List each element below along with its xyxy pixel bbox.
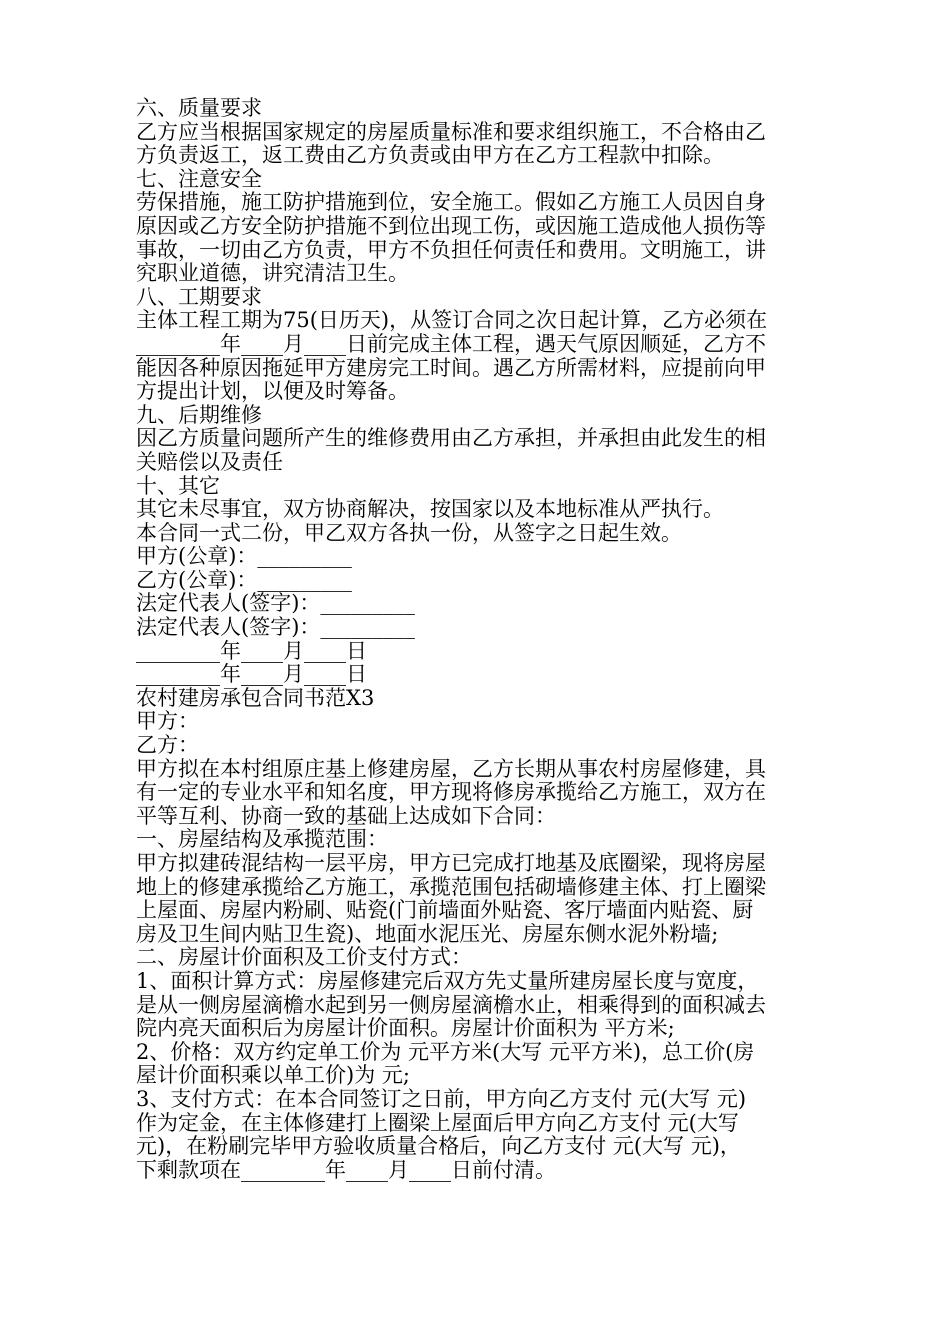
paragraph-line: 是从一侧房屋滴檐水起到另一侧房屋滴檐水止，相乘得到的面积减去 [136,992,766,1017]
paragraph-line: 上屋面、房屋内粉刷、贴瓷(门前墙面外贴瓷、客厅墙面内贴瓷、厨 [136,898,754,923]
party-b-label: 乙方： [136,733,199,758]
paragraph-line: 1、面积计算方式：房屋修建完后双方先丈量所建房屋长度与宽度， [136,968,759,993]
paragraph-line: 院内亮天面积后为房屋计价面积。房屋计价面积为 平方米; [136,1016,675,1041]
paragraph-line: 平等互利、协商一致的基础上达成如下合同： [136,803,556,828]
paragraph-line: 事故，一切由乙方负责，甲方不负担任何责任和费用。文明施工，讲 [136,237,766,262]
section-heading-pricing: 二、房屋计价面积及工价支付方式： [136,945,472,970]
signature-date: ________年____月____日 [136,662,367,687]
paragraph-line: 本合同一式二份，甲乙双方各执一份，从签字之日起生效。 [136,520,682,545]
paragraph-line: 地上的修建承揽给乙方施工，承揽范围包括砌墙修建主体、打上圈梁 [136,874,766,899]
paragraph-line: 乙方应当根据国家规定的房屋质量标准和要求组织施工，不合格由乙 [136,119,766,144]
paragraph-line: 2、价格：双方约定单工价为 元平方米(大写 元平方米)，总工价(房 [136,1039,755,1064]
paragraph-line: 能因各种原因拖延甲方建房完工时间。遇乙方所需材料，应提前向甲 [136,355,766,380]
document-page [136,97,826,1182]
paragraph-line: 方提出计划，以便及时筹备。 [136,379,409,404]
section-heading-quality: 六、质量要求 [136,96,262,120]
section-heading-maintenance: 九、后期维修 [136,402,262,427]
paragraph-line: 屋计价面积乘以单工价)为 元; [136,1063,410,1088]
paragraph-line: 作为定金，在主体修建打上圈梁上屋面后甲方向乙方支付 元(大写 [136,1110,739,1135]
section-heading-structure: 一、房屋结构及承揽范围： [136,827,388,852]
signature-date: ________年____月____日 [136,638,367,663]
section-heading-schedule: 八、工期要求 [136,284,262,309]
paragraph-line: 原因或乙方安全防护措施不到位出现工伤，或因施工造成他人损伤等 [136,213,766,238]
signature-party-a-seal: 甲方(公章)：_________ [136,544,352,569]
section-heading-other: 十、其它 [136,473,220,498]
paragraph-line: 房及卫生间内贴卫生瓷)、地面水泥压光、房屋东侧水泥外粉墙; [136,921,719,946]
paragraph-line: 劳保措施，施工防护措施到位，安全施工。假如乙方施工人员因自身 [136,190,766,215]
paragraph-line: 究职业道德，讲究清洁卫生。 [136,261,409,286]
paragraph-line: 下剩款项在________年____月____日前付清。 [136,1157,556,1182]
paragraph-line: ________年____月____日前完成主体工程，遇天气原因顺延，乙方不 [136,331,766,356]
party-a-label: 甲方： [136,709,199,734]
paragraph-line: 元)，在粉刷完毕甲方验收质量合格后，向乙方支付 元(大写 元)， [136,1134,741,1159]
section-heading-safety: 七、注意安全 [136,166,262,191]
signature-party-b-seal: 乙方(公章)：_________ [136,567,352,592]
paragraph-line: 关赔偿以及责任 [136,449,283,474]
signature-legal-rep: 法定代表人(签字)：_________ [136,615,415,640]
paragraph-line: 甲方拟在本村组原庄基上修建房屋，乙方长期从事农村房屋修建，具 [136,756,766,781]
paragraph-line: 有一定的专业水平和知名度，甲方现将修房承揽给乙方施工，双方在 [136,780,766,805]
paragraph-line: 其它未尽事宜，双方协商解决，按国家以及本地标准从严执行。 [136,497,724,522]
paragraph-line: 甲方拟建砖混结构一层平房，甲方已完成打地基及底圈梁，现将房屋 [136,851,766,875]
signature-legal-rep: 法定代表人(签字)：_________ [136,591,415,616]
paragraph-line: 3、支付方式：在本合同签订之日前，甲方向乙方支付 元(大写 元) [136,1086,747,1111]
contract-title: 农村建房承包合同书范X3 [136,685,375,710]
paragraph-line: 因乙方质量问题所产生的维修费用由乙方承担，并承担由此发生的相 [136,426,766,451]
paragraph-line: 方负责返工，返工费由乙方负责或由甲方在乙方工程款中扣除。 [136,143,724,168]
paragraph-line: 主体工程工期为75(日历天)，从签订合同之次日起计算，乙方必须在 [136,308,768,333]
